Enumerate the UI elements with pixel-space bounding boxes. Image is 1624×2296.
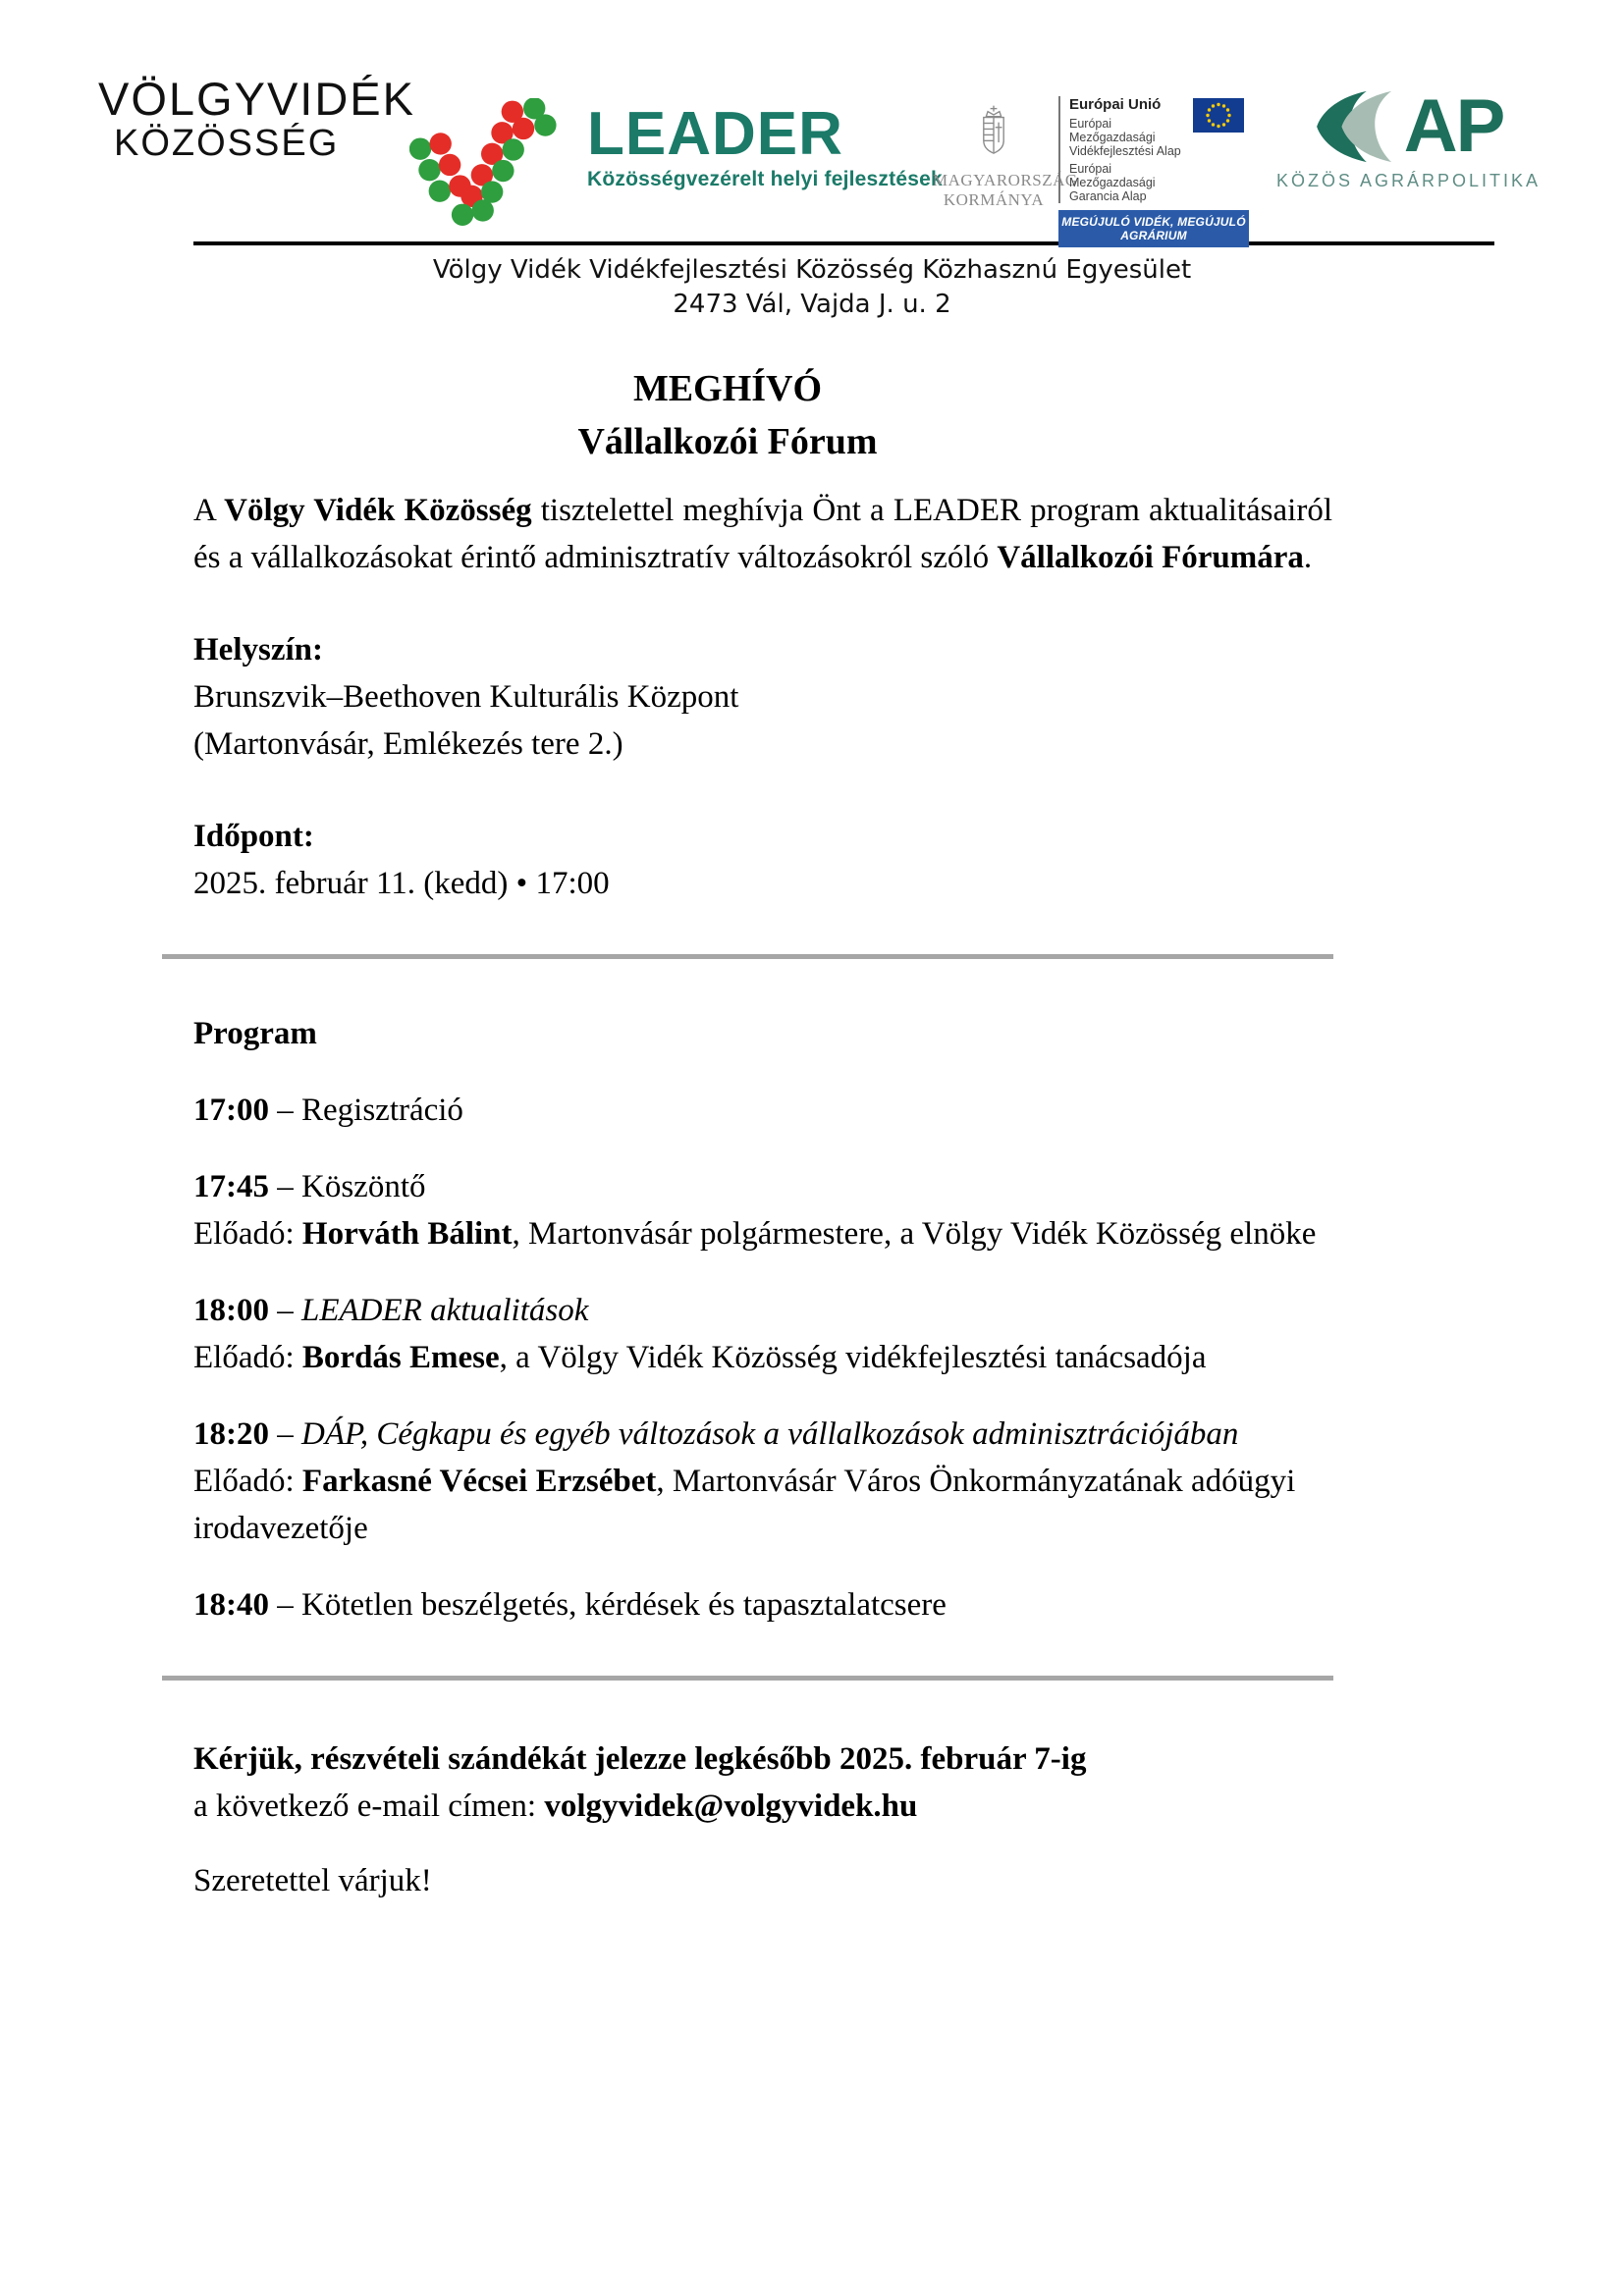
organization-name: Völgy Vidék Vidékfejlesztési Közösség Közhasznú Egyesület (432, 255, 1192, 285)
program-item-line: 17:45 – Köszöntő (193, 1169, 426, 1204)
hungary-coat-of-arms-icon (977, 100, 1010, 163)
eu-fund-1: Európai Mezőgazdasági Vidékfejlesztési Alap (1069, 117, 1181, 158)
location-line1: Brunszvik–Beethoven Kulturális Központ (193, 679, 739, 715)
kap-logo-subtitle: KÖZÖS AGRÁRPOLITIKA (1276, 171, 1542, 190)
program-item (193, 1163, 1332, 1257)
hungary-government-line2: KORMÁNYA (943, 190, 1045, 209)
eu-funding-top (1058, 96, 1249, 203)
volgyvidek-dots-icon (409, 98, 559, 238)
program-item-line: 18:20 – DÁP, Cégkapu és egyéb változások a vállalkozások adminisztrációjában (193, 1416, 1239, 1452)
kap-logo-text: AP (1403, 83, 1504, 168)
hungary-government-label (933, 171, 1078, 210)
volgyvidek-logo-line2: KÖZÖSSÉG (114, 122, 340, 164)
volgyvidek-logo-text (98, 75, 415, 164)
kap-leaf-icon (1314, 88, 1404, 165)
rsvp-deadline: Kérjük, részvételi szándékát jelezze legkésőbb 2025. február 7-ig (193, 1741, 1087, 1777)
eu-title: Európai Unió (1069, 96, 1162, 113)
eu-funding-logo (1058, 96, 1249, 247)
hungary-government-line1: MAGYARORSZÁG (933, 171, 1078, 189)
rsvp-email-line: a következő e-mail címen: volgyvidek@volgyvidek.hu (193, 1789, 918, 1824)
location-label: Helyszín: (193, 632, 323, 667)
farewell-line: Szeretettel várjuk! (193, 1863, 432, 1898)
kap-logo-mark (1276, 83, 1541, 168)
volgyvidek-logo (98, 75, 559, 238)
section-divider-top (162, 954, 1333, 959)
eu-funding-text (1069, 96, 1187, 203)
program-item-line: 18:40 – Kötetlen beszélgetés, kérdések és tapasztalatcsere (193, 1587, 947, 1623)
intro-paragraph: A Völgy Vidék Közösség tisztelettel meghívja Önt a LEADER program aktualitásairól és a vállalkozásokat érintő adminisztratív változásokról szóló Vállalkozói Fórumára. (193, 493, 1332, 575)
program-item-line: 18:00 – LEADER aktualitások (193, 1293, 589, 1328)
program-item (193, 1411, 1332, 1552)
document-subtitle: Vállalkozói Fórum (577, 421, 878, 462)
document-title: MEGHÍVÓ (632, 368, 823, 409)
location-line2: (Martonvásár, Emlékezés tere 2.) (193, 726, 623, 762)
section-divider-bottom (162, 1676, 1333, 1681)
datetime-label: Időpont: (193, 819, 314, 854)
letterhead (0, 253, 1624, 322)
eu-banner: MEGÚJULÓ VIDÉK, MEGÚJULÓ AGRÁRIUM (1058, 210, 1249, 247)
eu-fund-2: Európai Mezőgazdasági Garancia Alap (1069, 162, 1156, 203)
organization-address: 2473 Vál, Vajda J. u. 2 (673, 290, 951, 319)
program-item (193, 1581, 1332, 1629)
program-item (193, 1287, 1332, 1381)
program-item-speaker: Előadó: Horváth Bálint, Martonvásár polgármestere, a Völgy Vidék Közösség elnöke (193, 1216, 1317, 1252)
program-item (193, 1087, 1332, 1134)
title-block (193, 367, 1262, 463)
header-rule (193, 241, 1494, 245)
program-item-speaker: Előadó: Bordás Emese, a Völgy Vidék Közösség vidékfejlesztési tanácsadója (193, 1340, 1207, 1375)
volgyvidek-logo-line1: VÖLGYVIDÉK (98, 73, 415, 125)
program-heading: Program (193, 1016, 317, 1051)
leader-logo (587, 100, 943, 191)
hungary-government-logo (933, 100, 1078, 210)
eu-flag-icon (1193, 98, 1244, 133)
datetime-value: 2025. február 11. (kedd) • 17:00 (193, 866, 610, 901)
document-body (193, 367, 1332, 1904)
leader-logo-title: LEADER (587, 100, 843, 168)
program-item-line: 17:00 – Regisztráció (193, 1093, 463, 1128)
leader-logo-subtitle: Közösségvezérelt helyi fejlesztések (587, 168, 943, 190)
letterhead-logos (0, 0, 1624, 241)
program-item-speaker: Előadó: Farkasné Vécsei Erzsébet, Martonvásár Város Önkormányzatának adóügyi irodavezetője (193, 1464, 1296, 1546)
kap-logo (1276, 83, 1542, 191)
